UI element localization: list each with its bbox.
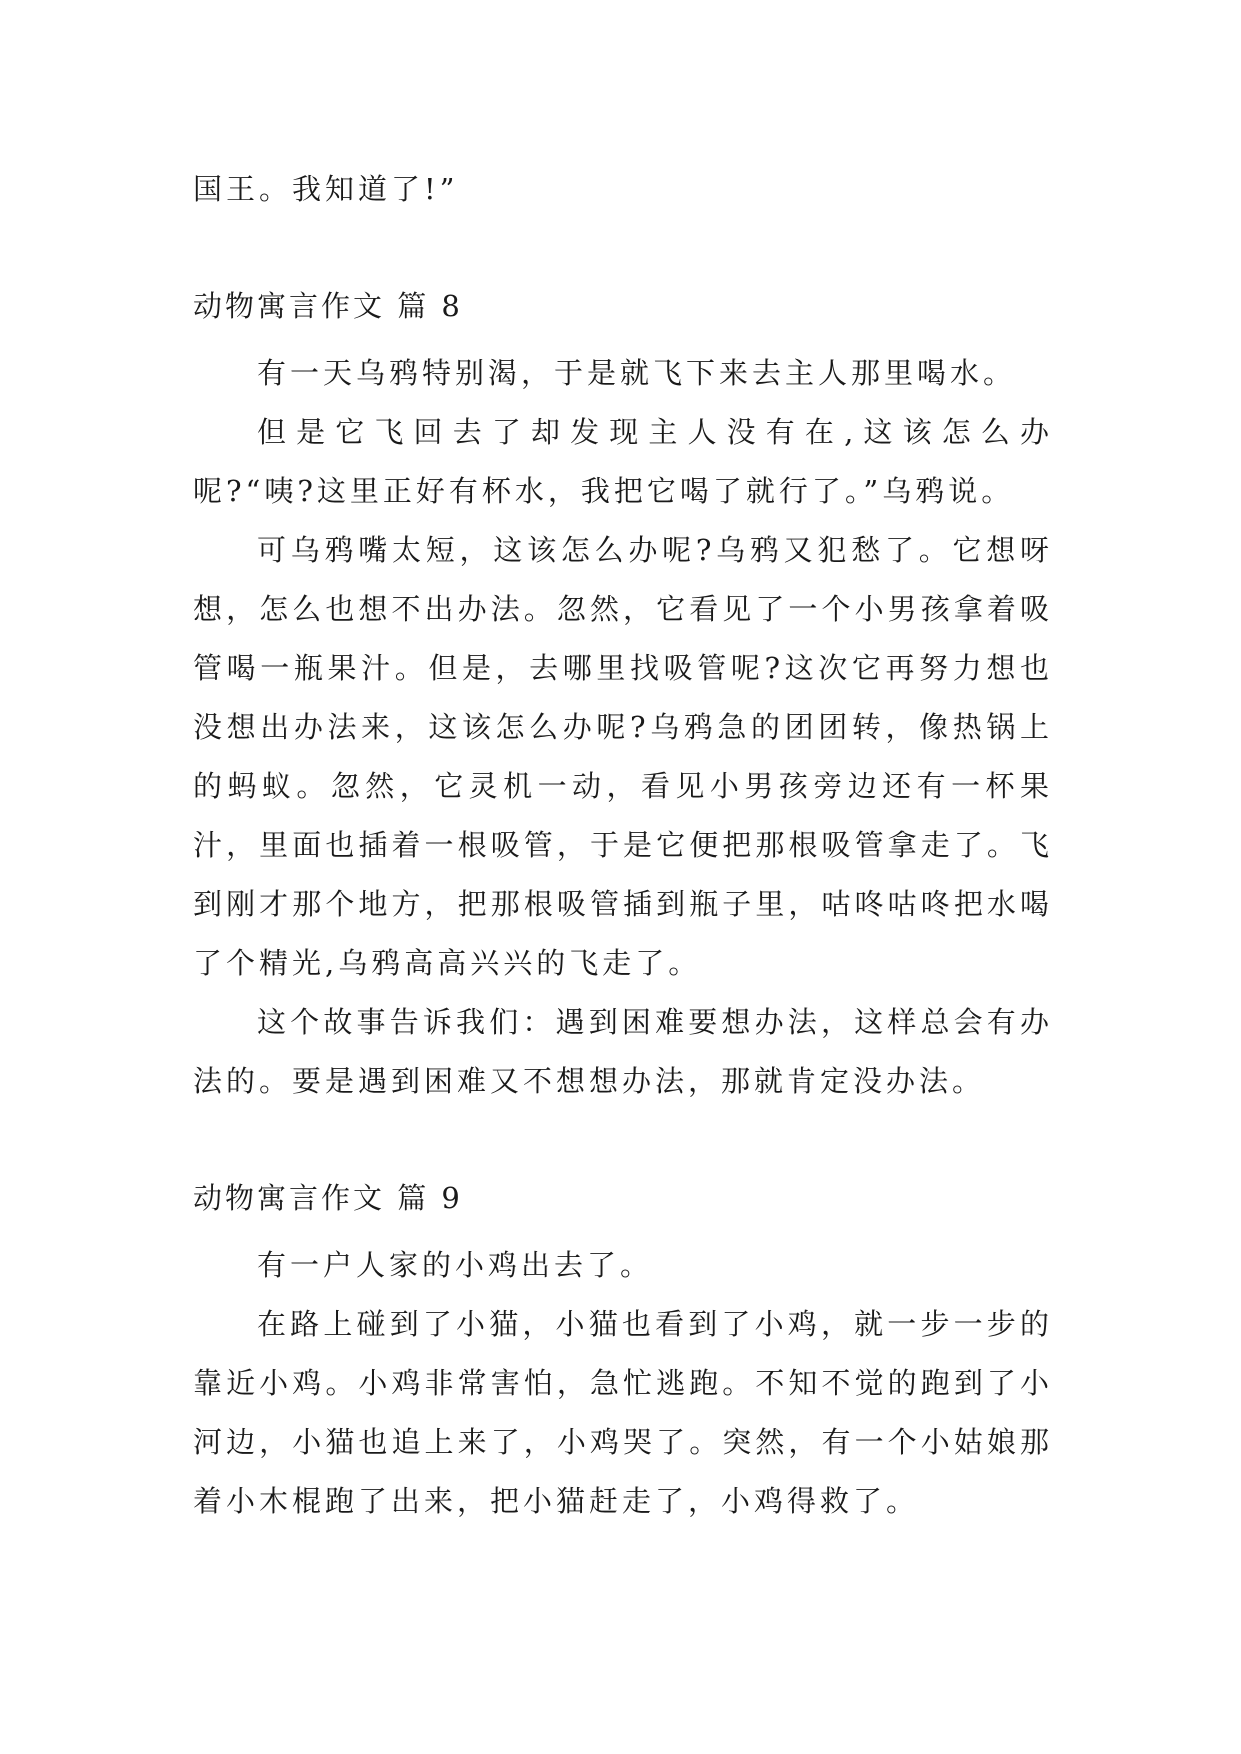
paragraph: 有一户人家的小鸡出去了。 [257,1248,654,1282]
paragraph: 在路上碰到了小猫，小猫也看到了小鸡，就一步一步的靠近小鸡。小鸡非常害怕，急忙逃跑。不知不觉的跑到了小河边，小猫也追上来了，小鸡哭了。突然，有一个小姑娘那着小木棍跑了出来，把小猫赶走了，小鸡得救了。 [193,1307,1053,1518]
paragraph: 有一天乌鸦特别渴，于是就飞下来去主人那里喝水。 [257,356,1017,390]
paragraph: 但是它飞回去了却发现主人没有在,这该怎么办呢?“咦?这里正好有杯水，我把它喝了就行了。”乌鸦说。 [193,415,1053,508]
section-heading-8: 动物寓言作文 篇 8 [193,289,463,323]
section-heading-9: 动物寓言作文 篇 9 [193,1181,463,1215]
paragraph: 可乌鸦嘴太短，这该怎么办呢?乌鸦又犯愁了。它想呀想，怎么也想不出办法。忽然，它看见了一个小男孩拿着吸管喝一瓶果汁。但是，去哪里找吸管呢?这次它再努力想也没想出办法来，这该怎么办呢?乌鸦急的团团转，像热锅上的蚂蚁。忽然，它灵机一动，看见小男孩旁边还有一杯果汁，里面也插着一根吸管，于是它便把那根吸管拿走了。飞到刚才那个地方，把那根吸管插到瓶子里，咕咚咕咚把水喝了个精光,乌鸦高高兴兴的飞走了。 [193,533,1053,980]
intro-line: 国王。我知道了!” [193,172,459,206]
document-body [193,160,1053,1531]
paragraph: 这个故事告诉我们：遇到困难要想办法，这样总会有办法的。要是遇到困难又不想想办法，那就肯定没办法。 [193,1005,1053,1098]
